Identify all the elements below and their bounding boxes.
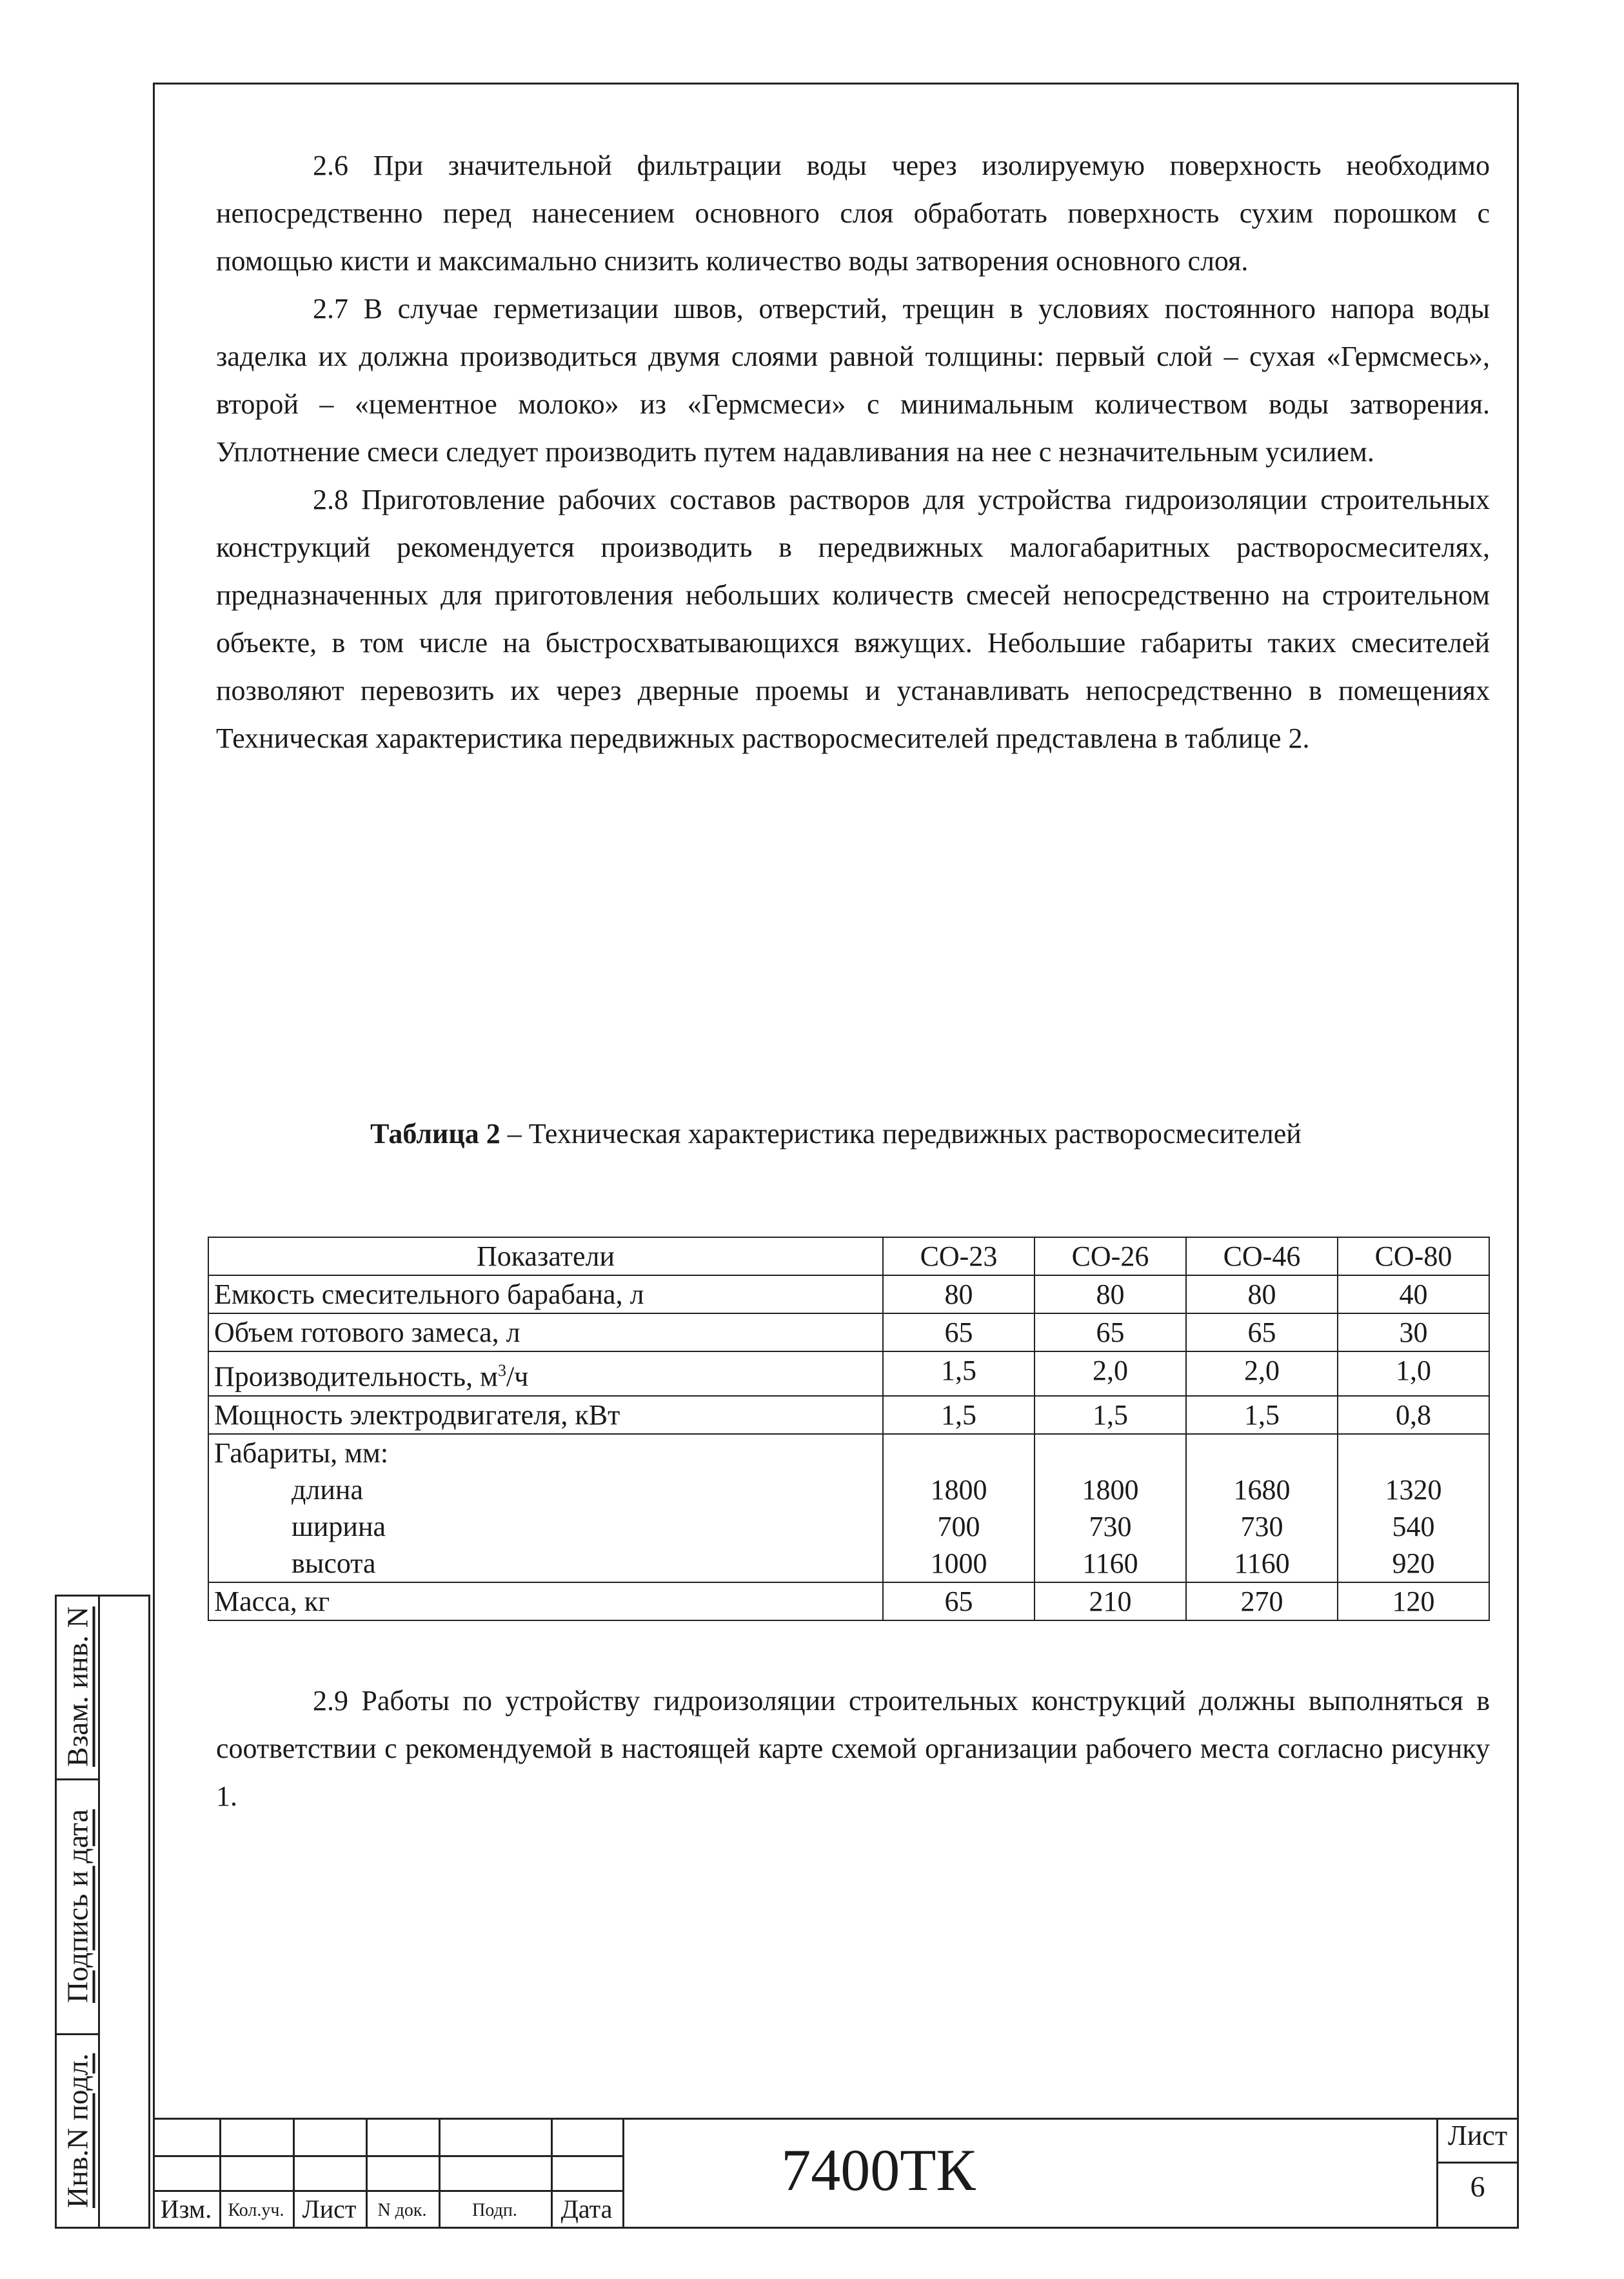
cell-value: 1,0 [1338, 1351, 1489, 1396]
row-label: Объем готового замеса, л [208, 1313, 883, 1351]
table-header-row [208, 1237, 1489, 1275]
cell-value: 30 [1338, 1313, 1489, 1351]
cell-dimensions [1338, 1434, 1489, 1582]
row-label: Емкость смесительного барабана, л [208, 1275, 883, 1313]
row-label [208, 1351, 883, 1396]
cell-value: 65 [1035, 1313, 1186, 1351]
cell-dimensions [1035, 1434, 1186, 1582]
cell-value: 270 [1186, 1582, 1338, 1620]
podp-label: Подп. [472, 2200, 517, 2220]
sheet-number: 6 [1470, 2170, 1485, 2203]
cell-value: 1,5 [883, 1351, 1035, 1396]
n-dok-label: N док. [377, 2200, 427, 2220]
header-co23: СО-23 [883, 1237, 1035, 1275]
podpis-data-label: Подпись и дата [61, 1809, 94, 2003]
cell-value: 65 [883, 1313, 1035, 1351]
cell-value: 1,5 [883, 1396, 1035, 1434]
spec-table [208, 1237, 1490, 1621]
cell-value: 65 [1186, 1313, 1338, 1351]
cell-value: 40 [1338, 1275, 1489, 1313]
table-caption-text: – Техническая характеристика передвижных растворосмесителей [500, 1118, 1302, 1149]
table-row-dimensions [208, 1434, 1489, 1582]
inv-podl-label: Инв.N подл. [61, 2053, 94, 2209]
title-block [153, 2118, 1519, 2229]
table-caption [153, 1115, 1519, 1153]
cell-value: 120 [1338, 1582, 1489, 1620]
table-row [208, 1313, 1489, 1351]
data-label: Дата [560, 2194, 613, 2224]
body-text-top [216, 142, 1490, 762]
cell-value: 1160 [1082, 1547, 1138, 1579]
table-row [208, 1275, 1489, 1313]
row-label: Масса, кг [208, 1582, 883, 1620]
cell-value: 80 [1186, 1275, 1338, 1313]
row-label-prefix: Производительность, м [214, 1360, 498, 1393]
row-label: Мощность электродвигателя, кВт [208, 1396, 883, 1434]
cell-value: 700 [937, 1510, 980, 1542]
kol-uch-label: Кол.уч. [228, 2200, 284, 2220]
cell-value: 920 [1392, 1547, 1435, 1579]
cell-dimensions [883, 1434, 1035, 1582]
body-text-bottom [216, 1677, 1490, 1820]
dimension-height-label: высота [292, 1547, 376, 1579]
row-label-sup: 3 [497, 1361, 506, 1380]
paragraph-2-7: 2.7 В случае герметизации швов, отверстий, трещин в условиях постоянного напора воды заделка их должна производиться двумя слоями равной толщины: первый слой – сухая «Гермсмесь», второй – «цементное молоко» из «Гермсмеси» с минимальным количеством воды затворения. Уплотнение смеси следует производить путем надавливания на нее с незначительным усилием. [216, 293, 1490, 468]
cell-value: 1160 [1234, 1547, 1290, 1579]
cell-value: 730 [1089, 1510, 1132, 1542]
paragraph-2-9: 2.9 Работы по устройству гидроизоляции строительных конструкций должны выполняться в соответствии с рекомендуемой в настоящей карте схемой организации рабочего места согласно рисунку 1. [216, 1685, 1490, 1812]
cell-value: 1000 [930, 1547, 987, 1579]
cell-value: 1,5 [1035, 1396, 1186, 1434]
cell-value: 1800 [1082, 1473, 1139, 1506]
header-indicators: Показатели [208, 1237, 883, 1275]
dimension-width-label: ширина [292, 1510, 386, 1542]
cell-value: 730 [1240, 1510, 1283, 1542]
list-label: Лист [302, 2194, 357, 2224]
cell-value: 1680 [1233, 1473, 1291, 1506]
table-row [208, 1351, 1489, 1396]
cell-value: 65 [883, 1582, 1035, 1620]
cell-value: 80 [1035, 1275, 1186, 1313]
cell-value: 2,0 [1186, 1351, 1338, 1396]
cell-value: 1800 [930, 1473, 987, 1506]
sheet-label: Лист [1447, 2120, 1508, 2151]
cell-value: 80 [883, 1275, 1035, 1313]
header-co46: СО-46 [1186, 1237, 1338, 1275]
dimensions-label: Габариты, мм: [214, 1437, 389, 1469]
vzam-inv-label: Взам. инв. N [61, 1606, 94, 1767]
document-code: 7400ТК [781, 2137, 976, 2203]
cell-value: 0,8 [1338, 1396, 1489, 1434]
row-label-suffix: /ч [506, 1360, 529, 1393]
cell-value: 1320 [1385, 1473, 1442, 1506]
header-co80: СО-80 [1338, 1237, 1489, 1275]
side-stamp-fields [100, 1595, 150, 2229]
cell-value: 210 [1035, 1582, 1186, 1620]
izm-label: Изм. [160, 2194, 212, 2224]
paragraph-2-8: 2.8 Приготовление рабочих составов растворов для устройства гидроизоляции строительных конструкций рекомендуется производить в передвижных малогабаритных растворосмесителях, предназначенных для приготовления небольших количеств смесей непосредственно на строительном объекте, в том числе на быстросхватывающихся вяжущих. Небольшие габариты таких смесителей позволяют перевозить их через дверные проемы и устанавливать непосредственно в помещениях Техническая характеристика передвижных растворосмесителей представлена в таблице 2. [216, 484, 1490, 754]
cell-value: 540 [1392, 1510, 1435, 1542]
cell-value: 2,0 [1035, 1351, 1186, 1396]
row-label-dimensions [208, 1434, 883, 1582]
cell-value: 1,5 [1186, 1396, 1338, 1434]
table-row [208, 1396, 1489, 1434]
header-co26: СО-26 [1035, 1237, 1186, 1275]
table-caption-label: Таблица 2 [370, 1118, 500, 1149]
dimension-length-label: длина [292, 1473, 363, 1506]
cell-dimensions [1186, 1434, 1338, 1582]
paragraph-2-6: 2.6 При значительной фильтрации воды через изолируемую поверхность необходимо непосредственно перед нанесением основного слоя обработать поверхность сухим порошком с помощью кисти и максимально снизить количество воды затворения основного слоя. [216, 150, 1490, 277]
table-row [208, 1582, 1489, 1620]
side-stamp [55, 1595, 150, 2229]
